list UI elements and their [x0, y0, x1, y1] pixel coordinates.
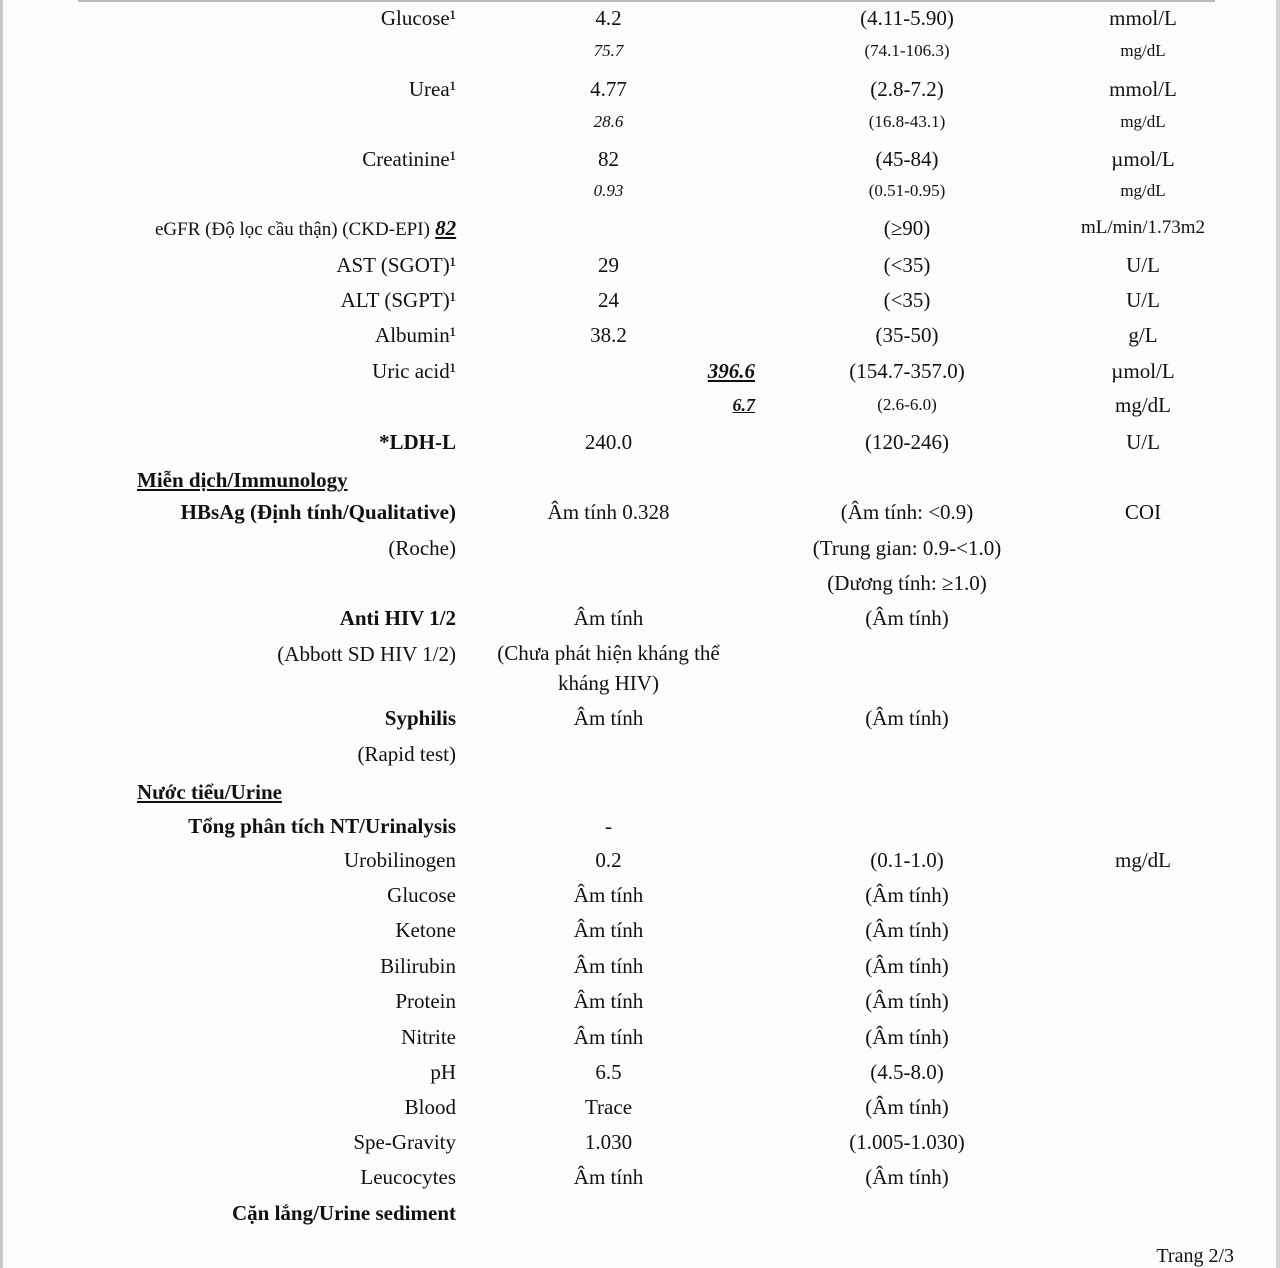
test-name-egfr: eGFR (Độ lọc cầu thận) (CKD-EPI) 82 [155, 216, 457, 240]
test-result: 82 [598, 147, 619, 171]
test-reference: (Âm tính) [865, 1165, 949, 1189]
test-unit-converted: mg/dL [1120, 112, 1166, 131]
test-result-flagged: 396.6 [707, 359, 755, 383]
test-name: *LDH-L [378, 430, 456, 454]
test-name: pH [430, 1060, 456, 1084]
test-method: (Rapid test) [357, 742, 456, 766]
test-unit: U/L [1126, 253, 1160, 277]
test-reference: (Âm tính) [865, 1025, 949, 1049]
test-reference: (Âm tính) [865, 883, 949, 907]
test-result: Âm tính [573, 1165, 644, 1189]
test-result: Âm tính [573, 954, 644, 978]
test-unit: mL/min/1.73m2 [1080, 217, 1206, 238]
test-reference: (35-50) [875, 323, 939, 347]
test-result: Âm tính [573, 1025, 644, 1049]
test-reference: (Trung gian: 0.9-<1.0) [812, 536, 1002, 560]
test-reference: (≥90) [883, 216, 931, 240]
test-result: 24 [598, 288, 619, 312]
test-reference: (Âm tính) [865, 918, 949, 942]
test-result: Âm tính 0.328 [547, 500, 670, 524]
test-unit: mmol/L [1109, 6, 1177, 30]
test-unit: mg/dL [1115, 848, 1171, 872]
test-unit: g/L [1128, 323, 1158, 347]
test-reference: (45-84) [875, 147, 939, 171]
page-right-edge [1276, 0, 1280, 1268]
test-name: Cặn lắng/Urine sediment [231, 1201, 456, 1225]
test-reference: (120-246) [865, 430, 949, 454]
test-result-converted: 28.6 [593, 112, 624, 131]
test-name: Uric acid¹ [372, 359, 456, 383]
test-name: Blood [404, 1095, 456, 1119]
test-method: (Roche) [388, 536, 456, 560]
test-unit-converted: mg/dL [1115, 393, 1171, 417]
section-heading-immunology: Miễn dịch/Immunology [137, 468, 348, 492]
test-result: Âm tính [573, 883, 644, 907]
test-name: Ketone [395, 918, 456, 942]
test-reference: (<35) [883, 253, 931, 277]
test-reference: (1.005-1.030) [849, 1130, 965, 1154]
test-name: AST (SGOT)¹ [336, 253, 456, 277]
section-heading-urine: Nước tiểu/Urine [137, 780, 282, 804]
test-reference-converted: (0.51-0.95) [868, 181, 946, 200]
test-result: 4.2 [595, 6, 622, 30]
test-name: HBsAg (Định tính/Qualitative) [180, 500, 456, 524]
test-name: Bilirubin [380, 954, 456, 978]
test-result: Âm tính [573, 706, 644, 730]
test-name: Spe-Gravity [353, 1130, 456, 1154]
page-number: Trang 2/3 [1156, 1245, 1234, 1267]
test-reference-converted: (2.6-6.0) [877, 395, 937, 414]
test-unit: COI [1124, 500, 1162, 524]
page-left-edge [0, 0, 3, 1268]
test-result: 38.2 [590, 323, 627, 347]
test-reference: (Âm tính) [865, 1095, 949, 1119]
test-unit: mmol/L [1109, 77, 1177, 101]
test-name: Albumin¹ [375, 323, 456, 347]
test-result-note: (Chưa phát hiện kháng thể kháng HIV) [497, 641, 720, 695]
test-result: 240.0 [584, 430, 633, 454]
top-rule [78, 0, 1215, 2]
test-result: Âm tính [573, 606, 644, 630]
test-reference: (Âm tính) [865, 954, 949, 978]
test-name: Tổng phân tích NT/Urinalysis [188, 814, 456, 838]
test-method: (Abbott SD HIV 1/2) [277, 642, 456, 666]
test-result: - [605, 814, 612, 838]
test-unit: µmol/L [1111, 147, 1175, 171]
test-unit: U/L [1126, 430, 1160, 454]
test-result: Trace [584, 1095, 633, 1119]
test-reference: (0.1-1.0) [870, 848, 944, 872]
test-result-converted-flagged: 6.7 [732, 395, 755, 415]
test-name: Leucocytes [360, 1165, 456, 1189]
test-reference: (4.11-5.90) [860, 6, 954, 30]
test-reference: (Âm tính: <0.9) [840, 500, 974, 524]
test-reference: (<35) [883, 288, 931, 312]
test-unit: U/L [1126, 288, 1160, 312]
test-result: Âm tính [573, 989, 644, 1013]
test-result-flagged: 82 [435, 216, 457, 240]
test-reference: (Âm tính) [865, 606, 949, 630]
test-result-converted: 75.7 [593, 41, 624, 60]
test-result: 29 [598, 253, 619, 277]
test-reference: (Âm tính) [865, 706, 949, 730]
test-reference: (2.8-7.2) [870, 77, 944, 101]
test-name: Creatinine¹ [362, 147, 456, 171]
test-name: Glucose [387, 883, 456, 907]
test-unit: µmol/L [1111, 359, 1175, 383]
test-result: 6.5 [595, 1060, 622, 1084]
test-reference: (Dương tính: ≥1.0) [827, 571, 987, 595]
test-result: 4.77 [590, 77, 627, 101]
test-unit-converted: mg/dL [1120, 181, 1166, 200]
test-name: ALT (SGPT)¹ [340, 288, 456, 312]
test-name: Urobilinogen [344, 848, 456, 872]
test-reference: (154.7-357.0) [849, 359, 965, 383]
test-name: Anti HIV 1/2 [339, 606, 456, 630]
test-result: 1.030 [584, 1130, 633, 1154]
test-result: Âm tính [573, 918, 644, 942]
test-reference-converted: (16.8-43.1) [868, 112, 946, 131]
test-unit-converted: mg/dL [1120, 41, 1166, 60]
test-name: Urea¹ [408, 77, 456, 101]
test-reference: (4.5-8.0) [870, 1060, 944, 1084]
test-reference: (Âm tính) [865, 989, 949, 1013]
test-result-converted: 0.93 [593, 181, 624, 200]
test-name: Syphilis [384, 706, 456, 730]
test-name: Glucose¹ [380, 6, 456, 30]
test-result: 0.2 [595, 848, 622, 872]
test-name: Nitrite [401, 1025, 456, 1049]
test-name: Protein [395, 989, 456, 1013]
test-reference-converted: (74.1-106.3) [864, 41, 950, 60]
